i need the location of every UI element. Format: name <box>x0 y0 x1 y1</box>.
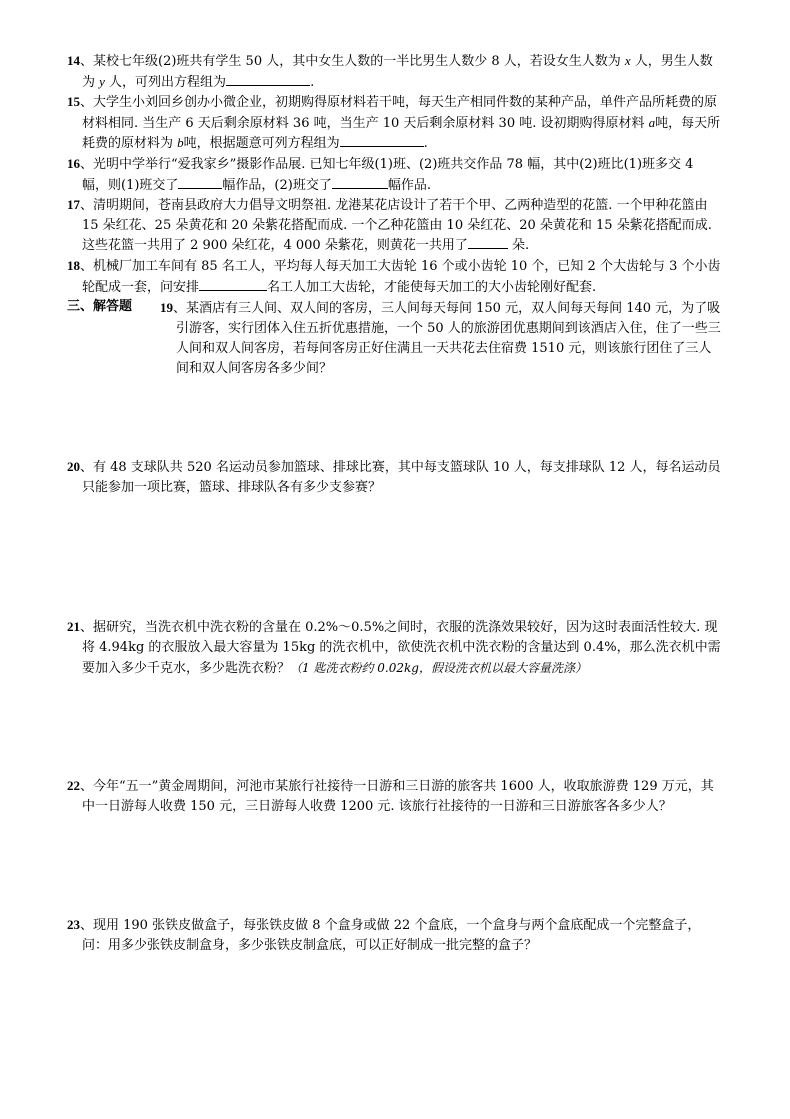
question-number: 19 <box>160 300 173 315</box>
question-23 <box>67 915 723 956</box>
question-number: 15 <box>67 94 80 110</box>
question-16 <box>67 154 723 195</box>
answer-blank <box>178 175 222 189</box>
question-text: 、据研究，当洗衣机中洗衣粉的含量在 0.2%～0.5%之间时，衣服的洗涤效果较好，因为这时表面活性较大. 现将 4.94kg 的衣服放入最大容量为 15kg 的洗衣机中，欲使洗衣机中洗衣粉的含量达到 0.4%，那么洗衣机中需要加入多少千克水，多少匙洗衣粉？ <box>80 620 721 676</box>
question-number: 17 <box>67 197 80 213</box>
question-text: . <box>310 74 315 90</box>
question-text: 名工人加工大齿轮，才能使每天加工的大小齿轮刚好配套. <box>267 279 597 295</box>
question-text: 、机械厂加工车间有 85 名工人，平均每人每天加工大齿轮 16 个或小齿轮 10 个，已知 2 个大齿轮与 3 个小齿轮配成一套，问安排 <box>80 258 721 295</box>
fill-in-section <box>67 51 723 317</box>
answer-blank <box>340 133 424 147</box>
variable-y: y <box>99 73 105 89</box>
answer-blank <box>226 72 310 86</box>
question-text: 幅作品. <box>387 177 431 193</box>
question-18 <box>67 256 723 297</box>
question-text: 人，可列出方程组为 <box>104 74 227 90</box>
answer-blank <box>332 175 388 189</box>
question-text: 、今年“五一”黄金周期间，河池市某旅行社接待一日游和三日游的旅客共 1600 人，收取旅游费 129 万元，其中一日游每人收费 150 元，三日游每人收费 1200 元. 该旅行社接待的一日游和三日游旅客各多少人？ <box>80 779 714 814</box>
variable-b: b <box>177 135 184 151</box>
question-number: 16 <box>67 155 80 171</box>
question-text: 人，男生人数为 <box>82 54 713 90</box>
answer-blank <box>199 277 267 291</box>
question-number: 23 <box>67 917 80 932</box>
question-number: 21 <box>67 619 80 634</box>
question-19 <box>160 298 723 379</box>
question-text: 、光明中学举行“爱我家乡”摄影作品展. 已知七年级(1)班、(2)班共交作品 78 幅，其中(2)班比(1)班多交 4 幅，则(1)班交了 <box>80 156 694 193</box>
question-22 <box>67 776 723 817</box>
question-text: 幅作品，(2)班交了 <box>222 177 332 193</box>
answer-blank <box>468 235 508 249</box>
section-heading: 三、解答题 <box>67 299 133 315</box>
question-text: 吨，根据题意可列方程组为 <box>183 136 340 152</box>
question-text: . <box>423 136 428 152</box>
question-text: 、某酒店有三人间、双人间的客房，三人间每天每间 150 元，双人间每天每间 140 元，为了吸引游客，实行团体入住五折优惠措施，一个 50 人的旅游团优惠期间到该酒店入住，住了一些三人间和双人间客房，若每间客房正好住满且一天共花去住宿费 1510 元，则该旅行团住了三人间和双人间客房各多少间？ <box>173 301 721 376</box>
question-number: 14 <box>67 53 80 68</box>
question-text: 、大学生小刘回乡创办小微企业，初期购得原材料若干吨，每天生产相同件数的某种产品，单件产品所耗费的原材料相同. 当生产 6 天后剩余原材料 36 吨，当生产 10 天后剩余原材料 30 吨. 设初期购得原材料 <box>80 95 718 131</box>
question-text: 、某校七年级(2)班共有学生 50 人，其中女生人数的一半比男生人数少 8 人，若设女生人数为 <box>80 54 625 69</box>
question-text: 、清明期间，苍南县政府大力倡导文明祭祖. 龙港某花店设计了若干个甲、乙两种造型的花篮. 一个甲种花篮由 15 朵红花、25 朵黄花和 20 朵紫花搭配而成. 一个乙种花篮由 10 朵红花、20 朵黄花和 15 朵紫花搭配而成. 这些花篮一共用了 2 900 朵红花，4 000 朵紫花，则黄花一共用了 <box>80 198 712 254</box>
question-15 <box>67 92 723 154</box>
question-21 <box>67 617 723 679</box>
question-20 <box>67 457 723 498</box>
variable-a: a <box>648 114 656 130</box>
variable-x: x <box>624 53 631 68</box>
question-note: （1 匙洗衣粉约 0.02kg，假设洗衣机以最大容量洗涤） <box>290 661 587 675</box>
question-text: 朵. <box>507 238 530 254</box>
question-number: 18 <box>67 257 80 273</box>
question-14 <box>67 51 723 92</box>
question-number: 20 <box>67 459 80 474</box>
question-text: 吨，每天所耗费的原材料为 <box>82 115 721 152</box>
question-17 <box>67 195 723 256</box>
question-text: 、现用 190 张铁皮做盒子，每张铁皮做 8 个盒身或做 22 个盒底，一个盒身与两个盒底配成一个完整盒子，问：用多少张铁皮制盒身，多少张铁皮制盒底，可以正好制成一批完整的盒子？ <box>80 918 701 953</box>
question-text: 、有 48 支球队共 520 名运动员参加篮球、排球比赛，其中每支篮球队 10 人，每支排球队 12 人，每名运动员只能参加一项比赛，篮球、排球队各有多少支参赛？ <box>80 460 721 495</box>
question-number: 22 <box>67 778 80 793</box>
